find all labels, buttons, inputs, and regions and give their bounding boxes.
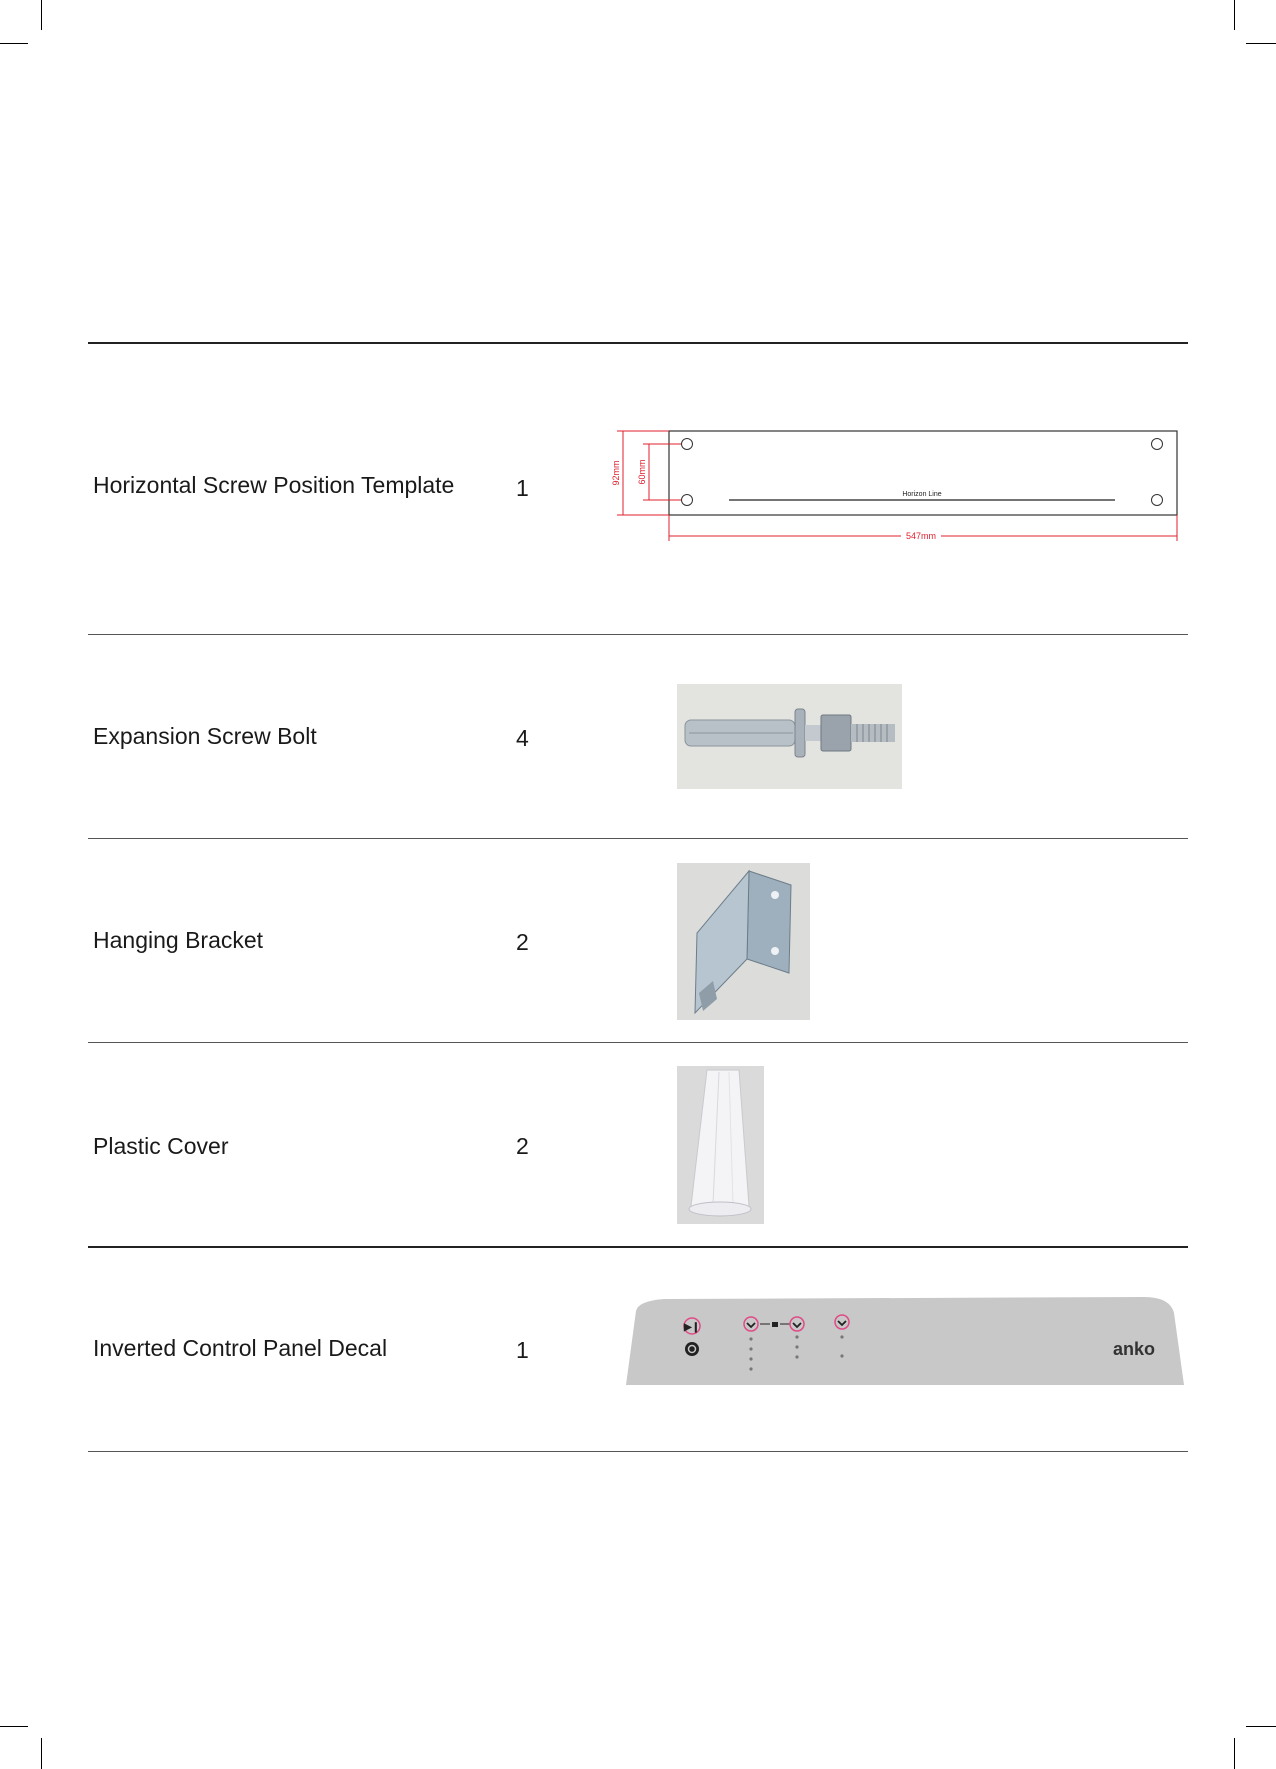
- dimension-label: 92mm: [611, 460, 621, 486]
- expansion-bolt-image: [677, 684, 902, 789]
- item-name: Horizontal Screw Position Template: [93, 472, 455, 498]
- crop-mark: [0, 1726, 28, 1727]
- item-quantity: 1: [516, 475, 529, 501]
- item-quantity: 1: [516, 1337, 529, 1363]
- crop-mark: [41, 1738, 42, 1769]
- item-quantity: 2: [516, 929, 529, 955]
- svg-text:▶❙: ▶❙: [683, 1322, 701, 1333]
- dimension-label: 60mm: [637, 459, 647, 485]
- item-quantity: 4: [516, 725, 529, 751]
- crop-mark: [0, 43, 28, 44]
- crop-mark: [1246, 43, 1276, 44]
- brand-logo: anko: [1112, 1339, 1156, 1359]
- control-panel-decal: [624, 1289, 1186, 1389]
- horizon-line-label: Horizon Line: [902, 491, 942, 498]
- item-name: Hanging Bracket: [93, 927, 264, 953]
- item-name: Inverted Control Panel Decal: [93, 1335, 388, 1361]
- dimension-label: 547mm: [905, 531, 937, 541]
- item-quantity: 2: [516, 1133, 529, 1159]
- item-name: Plastic Cover: [93, 1133, 229, 1159]
- table-row: [0, 839, 1276, 1042]
- table-bottom-rule: [88, 1451, 1188, 1452]
- table-row: [0, 1247, 1276, 1451]
- hanging-bracket-image: [677, 863, 810, 1020]
- table-row: [0, 1043, 1276, 1246]
- table-row: [0, 343, 1276, 634]
- crop-mark: [1234, 1738, 1235, 1769]
- template-diagram: [605, 423, 1185, 563]
- plastic-cover-image: [677, 1066, 764, 1224]
- table-row: [0, 635, 1276, 838]
- item-name: Expansion Screw Bolt: [93, 723, 317, 749]
- crop-mark: [1234, 0, 1235, 30]
- crop-mark: [1246, 1726, 1276, 1727]
- crop-mark: [41, 0, 42, 30]
